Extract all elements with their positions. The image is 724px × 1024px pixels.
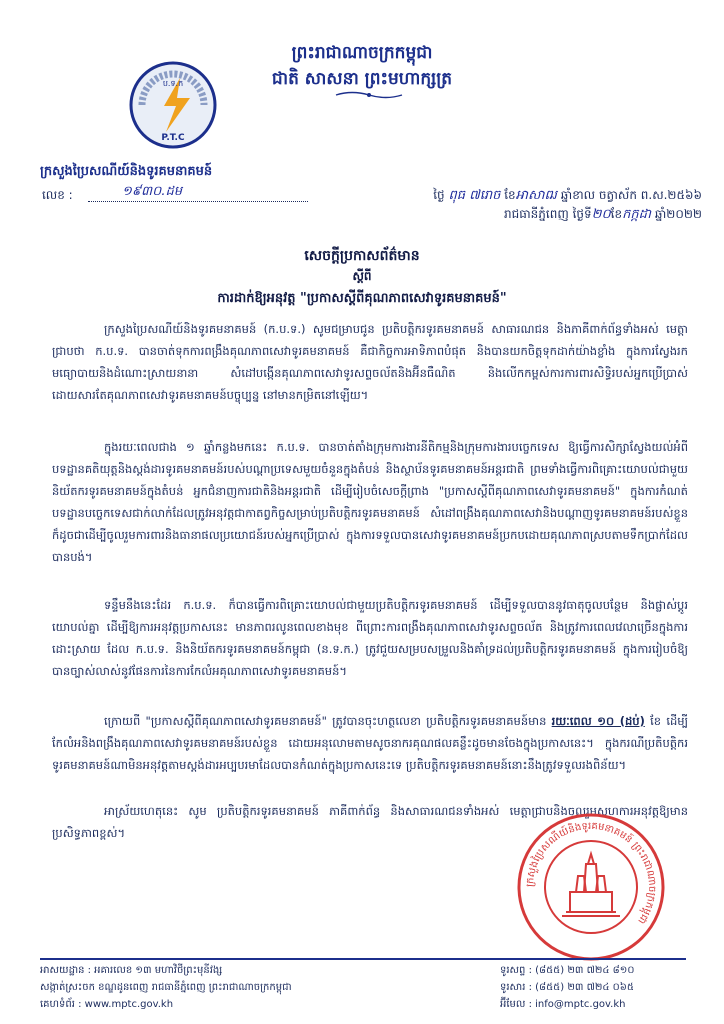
solar-month-prefix: ខែ [610,207,623,221]
seal-ring-text: ក្រសួងប្រៃសណីយ៍និងទូរគមនាគមន៍ ព្រះរាជាណាចក្រកម្ពុជា [524,820,658,926]
logo-bottom-text: P.T.C [161,133,185,143]
paragraph-3 [52,594,688,682]
lunar-month: អាសាឍ [515,188,557,203]
solar-day: ២០ [591,207,611,222]
solar-date-prefix: រាជធានីភ្នំពេញ ថ្ងៃទី [504,207,592,221]
temple-icon [562,854,620,916]
lunar-month-prefix: ខែ [504,188,516,202]
footer-contact-block [500,962,634,1013]
footer-phone-row: ទូរសព្ទ : (៨៥៥) ២៣ ៧២៤ ៨១០ [500,965,635,976]
paragraph-5-text: អាស្រ័យហេតុនេះ សូម ប្រតិបត្តិករទូរគមនាគមន៍ ភាគីពាក់ព័ន្ធ និងសាធារណជនទាំងអស់ មេត្តាជ្រាបនិងចូលរួមសហការអនុវត្តឱ្យមានប្រសិទ្ធភាពខ្ពស់។ [52,804,688,840]
address-text: អគារលេខ ១៣ មហាវិថីព្រះមុនីវង្ស [94,965,223,976]
phone-label: ទូរសព្ទ [500,965,526,976]
lunar-date-prefix: ថ្ងៃ [433,188,445,202]
ministry-seal-stamp [516,812,666,962]
kingdom-title: ព្រះរាជាណាចក្រកម្ពុជា [291,43,433,63]
ministry-logo [128,60,218,150]
paragraph-2-text: ក្នុងរយៈពេលជាង ១ ឆ្នាំកន្លងមកនេះ ក.ប.ទ. បានចាត់តាំងក្រុមការងារនីតិកម្មនិងក្រុមការងារបច្ចេកទេស ឱ្យធ្វើការសិក្សាស្វែងយល់អំពីបទដ្ឋានគតិយុត្តនិងស្តង់ដារទូរគមនាគមន៍របស់បណ្តាប្រទេសមួយចំនួនក្នុងតំបន់ និងស្ថាប័នទូរគមនាគមន៍អន្តរជាតិ ព្រមទាំងធ្វើការពិគ្រោះយោបល់ជាមួយនិយ័តករទូរគមនាគមន៍ក្នុងតំបន់ អ្នកជំនាញការជាតិនិងអន្តរជាតិ ដើម្បីរៀបចំសេចក្តីព្រាង "ប្រកាសស្ដីពីគុណភាពសេវាទូរគមនាគមន៍" ក្នុងការកំណត់បទដ្ឋានបច្ចេកទេសជាក់លាក់ដែលត្រូវអនុវត្តជាកាតព្វកិច្ចសម្រាប់ប្រតិបត្តិករទូរគមនាគមន៍ សំដៅពង្រឹងគុណភាពសេវានិងបណ្តាញទូរគមនាគមន៍របស់ខ្លួន ក៏ដូចជាដើម្បីចូលរួមការពារនិងធានាផលប្រយោជន៍របស់អ្នកប្រើប្រាស់ ក្នុងការទទួលបានសេវាទូរគមនាគមន៍ប្រកបដោយគុណភាពស្របតាមទឹកប្រាក់ដែលបានបង់។ [52,440,688,564]
reference-label: លេខ : [42,188,73,202]
footer-fax-row: ទូរសារ : (៨៥៥) ២៣ ៧២៤ ០៦៥ [500,982,634,993]
fax-label: ទូរសារ [500,982,526,993]
reference-dotted-line [88,187,308,202]
solar-month: កក្កដា [622,207,651,222]
paragraph-3-text: ទន្ទឹមនឹងនេះដែរ ក.ប.ទ. ក៏បានធ្វើការពិគ្រោះយោបល់ជាមួយប្រតិបត្តិករទូរគមនាគមន៍ ដើម្បីទទួលបាននូវធាតុចូលបន្ថែម និងផ្លាស់ប្តូរយោបល់គ្នា ដើម្បីឱ្យការអនុវត្តប្រកាសនេះ មានភាពរលូនពេលខាងមុខ ពីព្រោះការពង្រឹងគុណភាពសេវាទូរសព្ទចល័ត និងត្រូវការពេលវេលាច្រើនក្នុងការដោះស្រាយ ដែល ក.ប.ទ. និងនិយ័តករទូរគមនាគមន៍កម្ពុជា (ន.ទ.ក.) ត្រូវជួយសម្របសម្រួលនិងគាំទ្រដល់ប្រតិបត្តិករទូរគមនាគមន៍ ក្នុងការរៀបចំឱ្យបានច្បាស់លាស់នូវផែនការនៃការកែលំអគុណភាពសេវាទូរគមនាគមន៍។ [52,598,688,678]
paragraph-4-text-b: ខែ ដើម្បីកែលំអនិងពង្រឹងគុណភាពសេវាទូរគមនាគមន៍របស់ខ្លួន ដោយអនុលោមតាមសូចនាករគុណផលគន្លឹះដូចមានចែងក្នុងប្រកាសនេះ។ ក្នុងករណីប្រតិបត្តិករទូរគមនាគមន៍ណាមិនអនុវត្តតាមស្តង់ដារអប្បបរមាដែលបានកំណត់ក្នុងប្រកាសនេះទេ ប្រតិបត្តិករទូរគមនាគមន៍នោះនឹងត្រូវទទួលរងពិន័យ។ [52,714,688,772]
footer-email-row: អ៊ីមែល : info@mptc.gov.kh [500,999,626,1010]
fax-number: (៨៥៥) ២៣ ៧២៤ ០៦៥ [535,982,634,993]
footer-address-block [40,962,292,1013]
email-link[interactable]: info@mptc.gov.kh [535,999,626,1010]
footer-website-row: គេហទំព័រ : www.mptc.gov.kh [40,999,174,1010]
solar-date [254,206,702,225]
lunar-date [296,187,702,206]
address-label: អាសយដ្ឋាន [40,965,85,976]
website-link[interactable]: www.mptc.gov.kh [84,999,174,1010]
document-title: សេចក្ដីប្រកាសព័ត៌មាន [304,248,420,264]
footer-divider [40,958,686,960]
solar-year: ឆ្នាំ២០២២ [654,207,702,221]
email-label: អ៊ីមែល [500,999,526,1010]
paragraph-1-text: ក្រសួងប្រៃសណីយ៍និងទូរគមនាគមន៍ (ក.ប.ទ.) សូមជម្រាបជូន ប្រតិបត្តិករទូរគមនាគមន៍ សាធារណជន និងភាគីពាក់ព័ន្ធទាំងអស់ មេត្តាជ្រាបថា ក.ប.ទ. បានចាត់ទុកការពង្រឹងគុណភាពសេវាទូរគមនាគមន៍ គឺជាកិច្ចការអាទិភាពបំផុត និងបានយកចិត្តទុកដាក់យ៉ាងខ្លាំង ក្នុងការស្វែងរកមធ្យោបាយនិងដំណោះស្រាយនានា សំដៅបង្កើនគុណភាពសេវាទូរសព្ទចល័តនិងអ៊ីនធឺណិត និងលើកកម្ពស់ការការពារសិទ្ធិរបស់អ្នកប្រើប្រាស់ ដោយសារតែគុណភាពសេវាទូរគមនាគមន៍បច្ចុប្បន្ន នៅមានកម្រិតនៅឡើយ។ [52,322,688,402]
national-motto: ជាតិ សាសនា ព្រះមហាក្សត្រ [271,69,453,89]
reference-number: ១៩៣០.ដម [122,184,182,199]
period-emphasis: រយៈពេល ១០ (ដប់) [551,714,645,728]
paragraph-2 [52,436,688,568]
paragraph-4-text-a: ក្រោយពី "ប្រកាសស្ដីពីគុណភាពសេវាទូរគមនាគមន៍" ត្រូវបានចុះហត្ថលេខា ប្រតិបត្តិករទូរគមនាគមន៍មាន [104,714,547,728]
reference-row [42,185,702,207]
lunar-day: ពុធ ៧រោច [448,188,501,203]
phone-number: (៨៥៥) ២៣ ៧២៤ ៨១០ [535,965,635,976]
ornament-divider-icon [334,90,404,100]
kingdom-header [0,40,724,92]
lunar-year: ឆ្នាំខាល ចត្វាស័ក ព.ស.២៥៦៦ [560,188,702,202]
footer-address-row: អាសយដ្ឋាន : អគារលេខ ១៣ មហាវិថីព្រះមុនីវង្ស [40,965,223,976]
document-subject: ការដាក់ឱ្យអនុវត្ត "ប្រកាសស្ដីពីគុណភាពសេវាទូរគមនាគមន៍" [217,291,507,306]
paragraph-4 [52,710,688,776]
document-subtitle: ស្ដីពី [352,269,372,283]
website-label: គេហទំព័រ [40,999,75,1010]
logo-top-text: ប.ទ.ក [162,79,184,88]
footer-area-row: សង្កាត់ស្រះចក ខណ្ឌដូនពេញ រាជធានីភ្នំពេញ ព្រះរាជាណាចក្រកម្ពុជា [40,982,292,993]
paragraph-1 [52,318,688,406]
ministry-name: ក្រសួងប្រៃសណីយ៍និងទូរគមនាគមន៍ [40,164,213,179]
svg-text:ក្រសួងប្រៃសណីយ៍និងទូរគមនាគមន៍ [525,821,658,926]
